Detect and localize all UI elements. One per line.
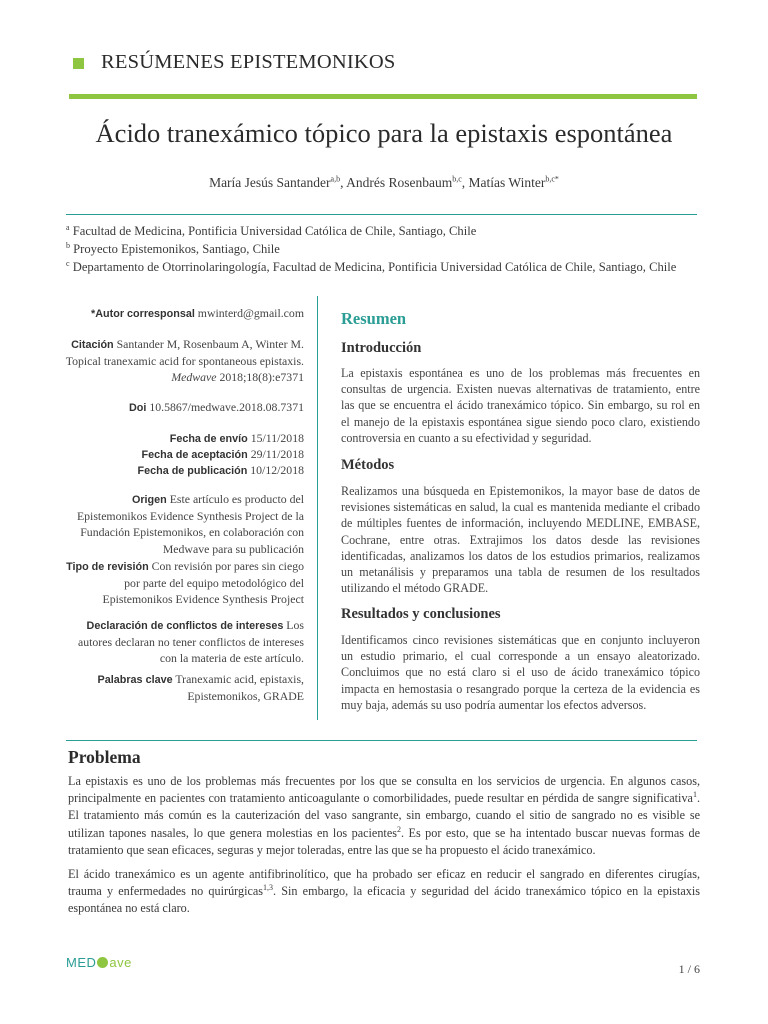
date-published-value: 10/12/2018 — [250, 463, 304, 477]
keywords-label: Palabras clave — [97, 674, 173, 686]
origin — [60, 491, 304, 557]
page-number: 1 / 6 — [678, 962, 700, 976]
paragraph-text: . Es por esto, que se ha intentado buscar nuevas formas de tratamiento que sean eficaces, seguras y mejor toleradas, entre las que se ha propuesto el ácido tranexámico. — [68, 825, 700, 857]
author-name: Andrés Rosenbaum — [346, 175, 453, 190]
affiliation-text: Proyecto Epistemonikos, Santiago, Chile — [73, 242, 280, 256]
date-accepted — [60, 446, 304, 463]
paragraph-text: . El tratamiento más común es la cauterización del vaso sangrante, sin embargo, cuando el sitio de sangrado no es visible se utilizan tapones nasales, lo que genera molestias en los pacientes — [68, 791, 700, 840]
affiliation-line — [66, 260, 676, 275]
citation-label: Citación — [71, 339, 114, 351]
paragraph-text: El ácido tranexámico es un agente antifibrinolítico, que ha probado ser eficaz en reducir el sangrado en diferentes cirugías, trauma y enfermedades no quirúrgicas — [68, 867, 700, 899]
problema-paragraph-2 — [68, 866, 700, 918]
problema-paragraph-1 — [68, 773, 700, 859]
results-heading: Resultados y conclusiones — [341, 606, 501, 622]
date-published — [60, 462, 304, 479]
methods-text: Realizamos una búsqueda en Epistemonikos, la mayor base de datos de revisiones sistemáticas en salud, la cual es mantenida mediante el cribado de múltiples fuentes de información, incluyendo MEDLINE, EMBASE, Cochrane, entre otras. Extrajimos los datos desde las revisiones identificadas, analizamos los datos de los estudios primarios, realizamos un metanálisis y preparamos una tabla de resumen de los resultados utilizando el método GRADE. — [341, 484, 700, 596]
logo-dot-icon — [97, 957, 108, 968]
date-sent — [60, 430, 304, 447]
conflicts-label: Declaración de conflictos de intereses — [86, 620, 284, 632]
author-name: Matías Winter — [468, 175, 546, 190]
review-type-text: Con revisión por pares sin ciego por parte del equipo metodológico del Epistemonikos Evidence Synthesis Project — [102, 559, 304, 607]
author-affiliation-mark: b,c — [452, 174, 462, 184]
affiliation-mark: c — [66, 258, 70, 268]
origin-label: Origen — [131, 494, 167, 506]
article-title: Ácido tranexámico tópico para la epistaxis espontánea — [95, 118, 673, 148]
affiliation-mark: a — [66, 222, 70, 232]
conflicts-text: Los autores declaran no tener conflictos de intereses con la materia de este artículo. — [77, 618, 304, 666]
corresponding-email[interactable]: mwinterd@gmail.com — [197, 306, 304, 320]
review-type-label: Tipo de revisión — [66, 561, 149, 573]
results-text: Identificamos cinco revisiones sistemáticas que en conjunto incluyeron un estudio primario, el cual corresponde a un ensayo aleatorizado. Concluimos que no está claro si el uso de ácido tranexámico tópico impacta en hemostasia o resangrado porque la certeza de la evidencia es muy baja, además su uso podría aumentar los efectos adversos. — [341, 633, 700, 712]
section-title: RESÚMENES EPISTEMONIKOS — [101, 51, 396, 73]
logo-text-right: ave — [109, 955, 132, 970]
divider-mid — [66, 740, 697, 741]
intro-text: La epistaxis espontánea es uno de los problemas más frecuentes en consultas de urgencia. Existen nuevas alternativas de tratamiento, entre las que se encuentra el ácido tranexámico tópico. Sin embargo, su rol en el manejo de la epistaxis espontánea sigue siendo poco claro, existiendo controversia en cuanto a su efectividad y seguridad. — [341, 366, 700, 445]
date-published-label: Fecha de publicación — [137, 465, 248, 477]
abstract-heading: Resumen — [341, 309, 407, 328]
column-divider — [317, 296, 318, 720]
citation-ref: 2018;18(8):e7371 — [219, 370, 304, 385]
date-accepted-value: 29/11/2018 — [250, 447, 304, 461]
date-accepted-label: Fecha de aceptación — [141, 449, 248, 461]
affiliation-text: Departamento de Otorrinolaringología, Facultad de Medicina, Pontificia Universidad Católica de Chile, Santiago, Chile — [72, 260, 677, 274]
divider-top — [66, 214, 697, 215]
review-type — [60, 558, 304, 608]
paragraph-text: . Sin embargo, la eficacia y seguridad del ácido tranexámico tópico en la epistaxis espontánea no está claro. — [68, 884, 700, 916]
citation-journal: Medwave — [171, 370, 217, 385]
methods-heading: Métodos — [341, 457, 395, 473]
reference-mark[interactable]: 1,3 — [263, 883, 274, 893]
problema-heading: Problema — [68, 747, 141, 767]
author-affiliation-mark: b,c* — [545, 174, 559, 184]
logo-text-left: MED — [66, 955, 97, 970]
citation — [60, 336, 304, 386]
keywords — [60, 671, 304, 704]
conflicts-of-interest — [60, 617, 304, 667]
doi-value[interactable]: 10.5867/medwave.2018.08.7371 — [149, 400, 304, 414]
header-rule — [69, 94, 697, 99]
author-list: María Jesús Santander$^{a,b}$, Andrés Rosenbaum$^{b,c}$, Matías Winter$^{b,c*}$ — [209, 174, 559, 190]
affiliation-line — [66, 224, 476, 239]
author-name: María Jesús Santander — [209, 175, 331, 190]
author-affiliation-mark: a,b — [330, 174, 341, 184]
medwave-logo — [66, 955, 132, 970]
affiliation-mark: b — [66, 240, 70, 250]
header-square-bullet — [73, 58, 84, 69]
corresponding-author — [60, 305, 304, 322]
affiliation-text: Facultad de Medicina, Pontificia Universidad Católica de Chile, Santiago, Chile — [72, 224, 477, 238]
intro-heading: Introducción — [341, 340, 422, 356]
keywords-text: Tranexamic acid, epistaxis, Epistemonikos, GRADE — [175, 672, 304, 704]
reference-mark[interactable]: 2 — [396, 824, 401, 834]
origin-text: Este artículo es producto del Epistemonikos Evidence Synthesis Project de la Fundación Epistemonikos, en colaboración con Medwave para su publicación — [76, 492, 304, 556]
date-sent-label: Fecha de envío — [169, 433, 248, 445]
date-sent-value: 15/11/2018 — [250, 431, 304, 445]
citation-text: Santander M, Rosenbaum A, Winter M. Topical tranexamic acid for spontaneous epistaxis. — [65, 337, 304, 369]
doi-label: Doi — [128, 402, 147, 414]
corresponding-label: *Autor corresponsal — [91, 308, 195, 320]
doi — [60, 399, 304, 416]
paragraph-text: La epistaxis es uno de los problemas más frecuentes por los que se consulta en los servicios de urgencia. En algunos casos, principalmente en pacientes con tratamiento anticoagulante o comorbilidades, puede resultar en pérdida de sangre significativa — [68, 774, 700, 806]
reference-mark[interactable]: 1 — [692, 790, 697, 800]
affiliation-line — [66, 242, 280, 257]
